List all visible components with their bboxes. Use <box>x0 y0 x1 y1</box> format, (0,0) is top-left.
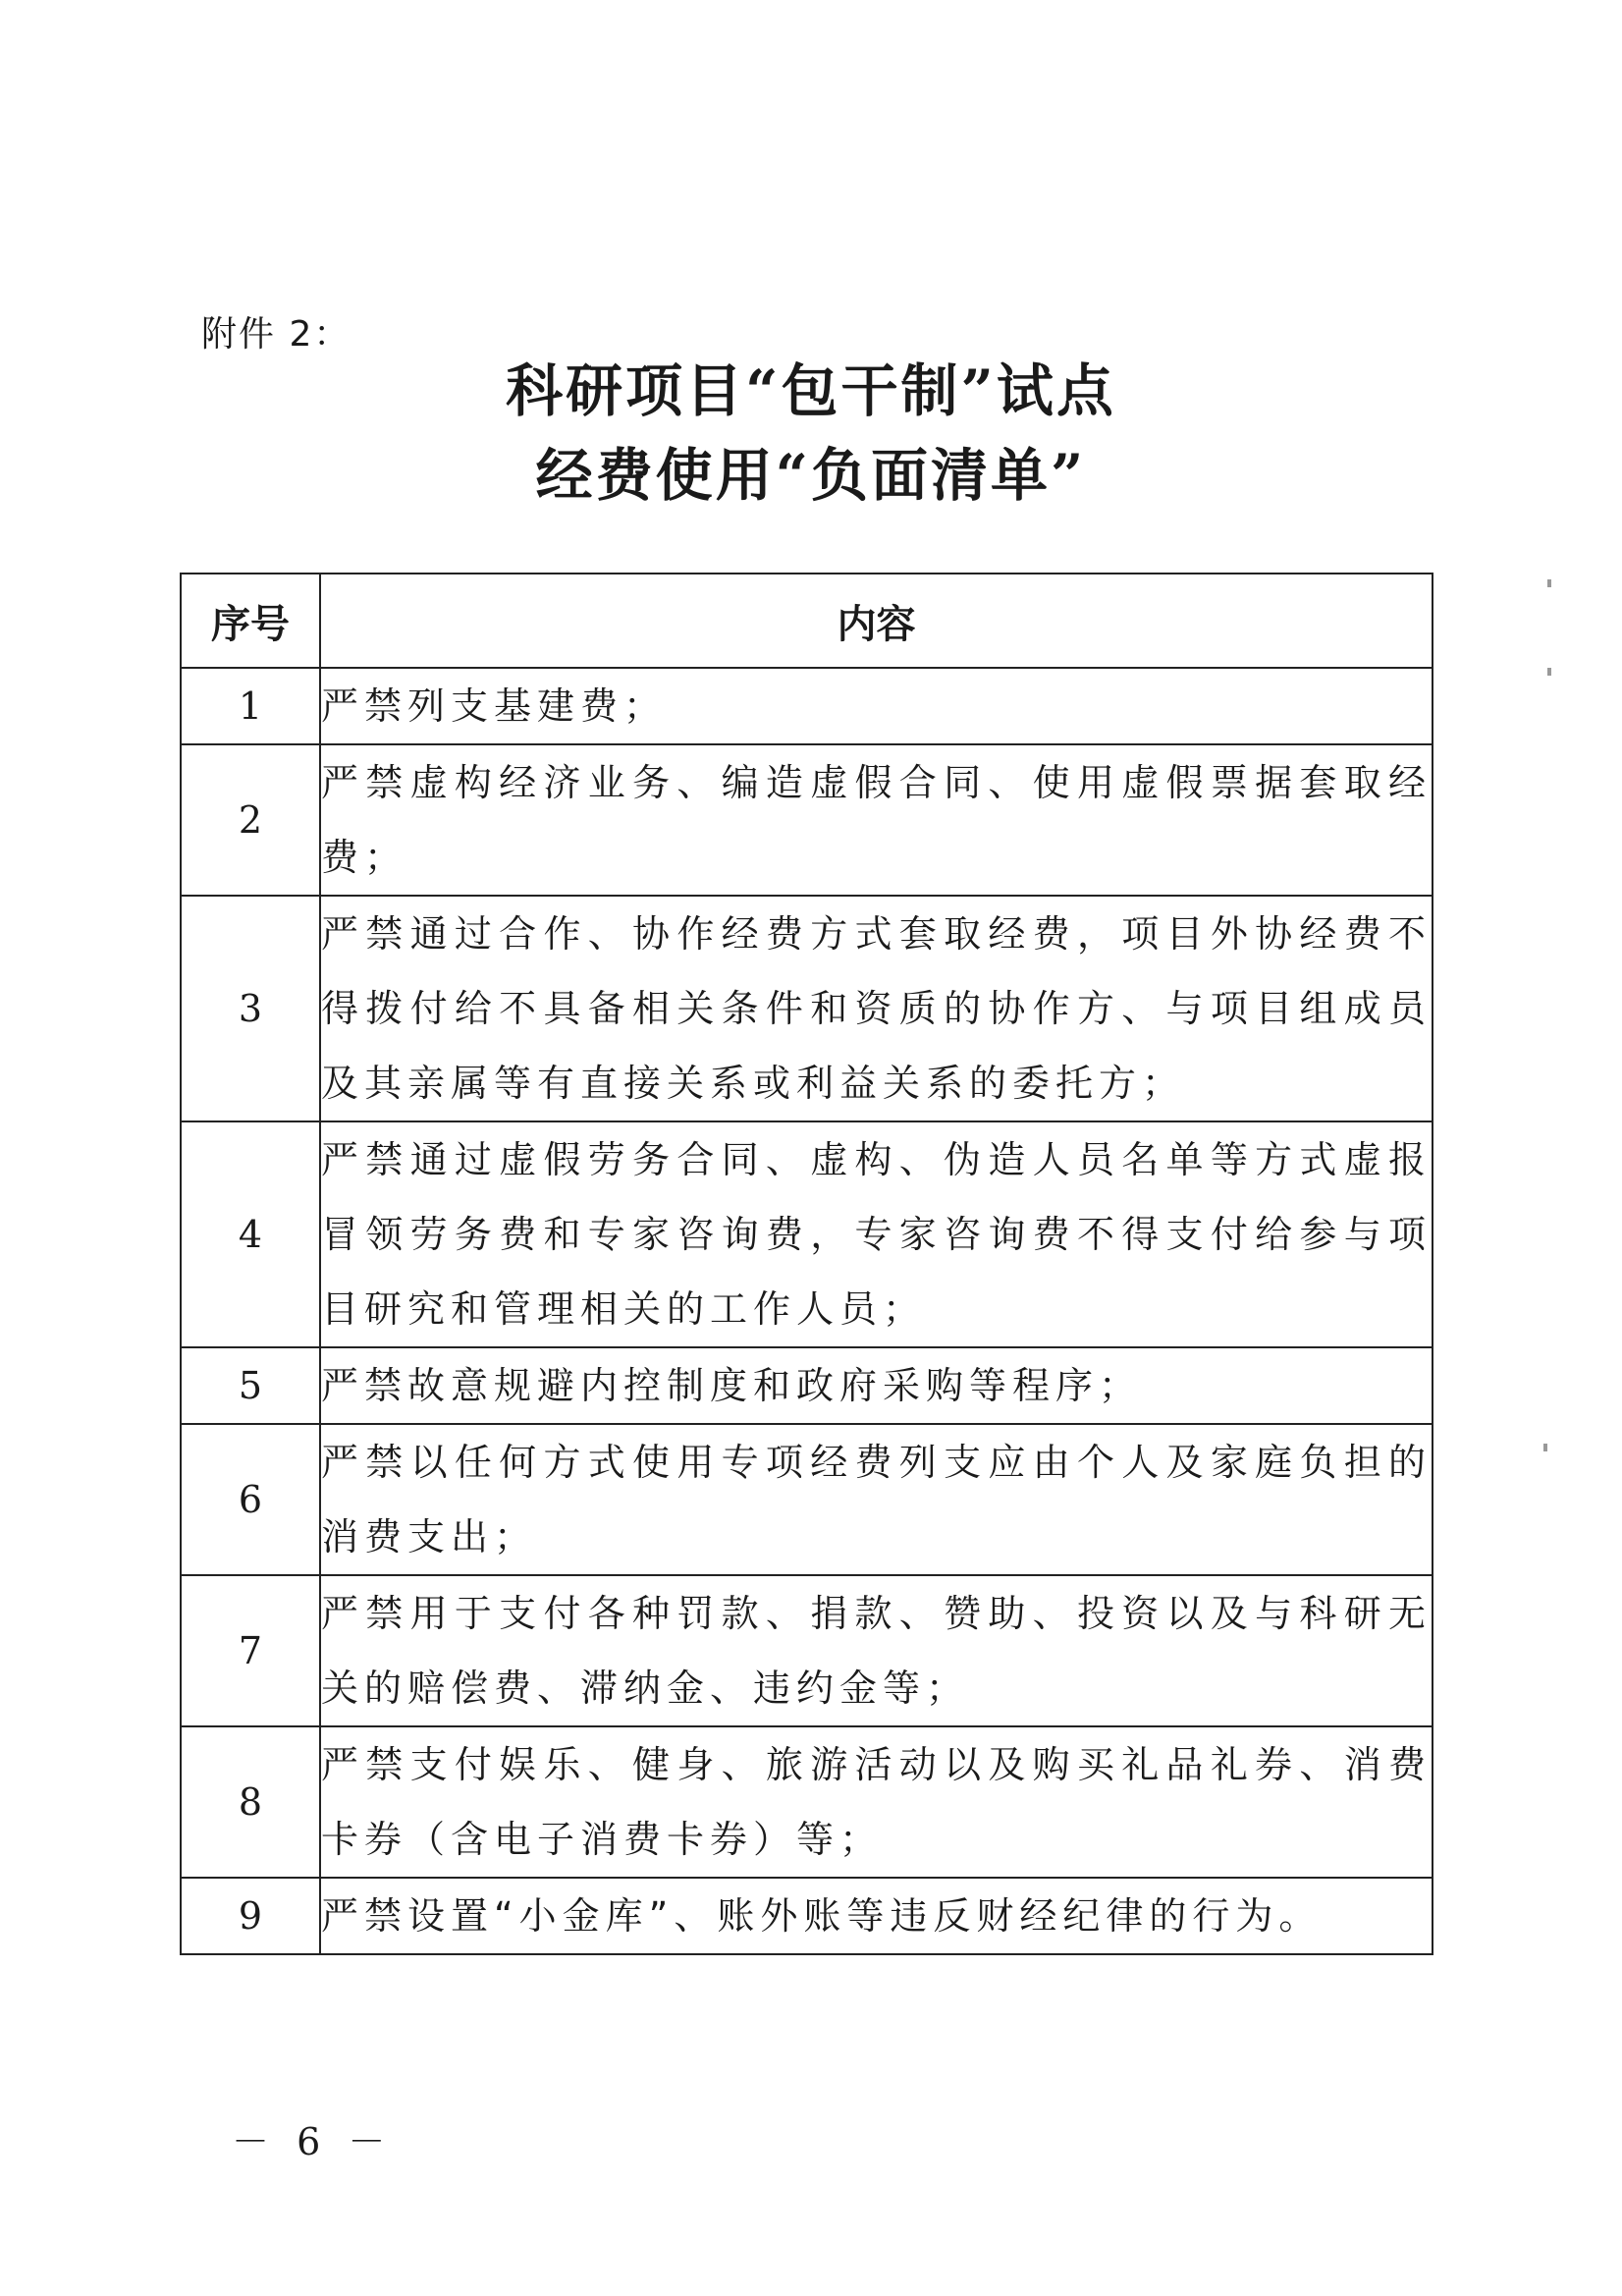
negative-list-table <box>180 573 1433 1955</box>
table-row <box>181 1726 1433 1878</box>
scan-speck <box>1547 579 1551 587</box>
row-content: 严禁故意规避内控制度和政府采购等程序； <box>320 1347 1433 1424</box>
row-number: 3 <box>181 896 320 1121</box>
row-content: 严禁支付娱乐、健身、旅游活动以及购买礼品礼券、消费卡券（含电子消费卡券）等； <box>320 1726 1433 1878</box>
row-content: 严禁列支基建费； <box>320 668 1433 744</box>
scan-speck <box>1547 668 1551 676</box>
attachment-label: 附件 2： <box>201 314 351 355</box>
column-header-content: 内容 <box>320 574 1433 668</box>
row-number: 2 <box>181 744 320 896</box>
row-content: 严禁用于支付各种罚款、捐款、赞助、投资以及与科研无关的赔偿费、滞纳金、违约金等； <box>320 1575 1433 1726</box>
row-number: 1 <box>181 668 320 744</box>
row-number: 4 <box>181 1121 320 1347</box>
row-number: 9 <box>181 1878 320 1954</box>
scan-speck <box>1543 1444 1547 1451</box>
row-content: 严禁通过合作、协作经费方式套取经费，项目外协经费不得拨付给不具备相关条件和资质的协作方、与项目组成员及其亲属等有直接关系或利益关系的委托方； <box>320 896 1433 1121</box>
table-row <box>181 668 1433 744</box>
table-row <box>181 1347 1433 1424</box>
table-row <box>181 1424 1433 1575</box>
page-number: － 6 － <box>232 2120 394 2163</box>
row-content: 严禁通过虚假劳务合同、虚构、伪造人员名单等方式虚报冒领劳务费和专家咨询费，专家咨询费不得支付给参与项目研究和管理相关的工作人员； <box>320 1121 1433 1347</box>
row-number: 7 <box>181 1575 320 1726</box>
row-content: 严禁设置“小金库”、账外账等违反财经纪律的行为。 <box>320 1878 1433 1954</box>
row-content: 严禁以任何方式使用专项经费列支应由个人及家庭负担的消费支出； <box>320 1424 1433 1575</box>
row-number: 5 <box>181 1347 320 1424</box>
row-content: 严禁虚构经济业务、编造虚假合同、使用虚假票据套取经费； <box>320 744 1433 896</box>
table-row <box>181 1878 1433 1954</box>
document-title-line2: 经费使用“负面清单” <box>535 442 1087 509</box>
table-row <box>181 896 1433 1121</box>
document-title-line1: 科研项目“包干制”试点 <box>506 357 1116 424</box>
column-header-number: 序号 <box>181 574 320 668</box>
table-row <box>181 1121 1433 1347</box>
row-number: 8 <box>181 1726 320 1878</box>
table-row <box>181 744 1433 896</box>
row-number: 6 <box>181 1424 320 1575</box>
table-header-row <box>181 574 1433 668</box>
table-row <box>181 1575 1433 1726</box>
